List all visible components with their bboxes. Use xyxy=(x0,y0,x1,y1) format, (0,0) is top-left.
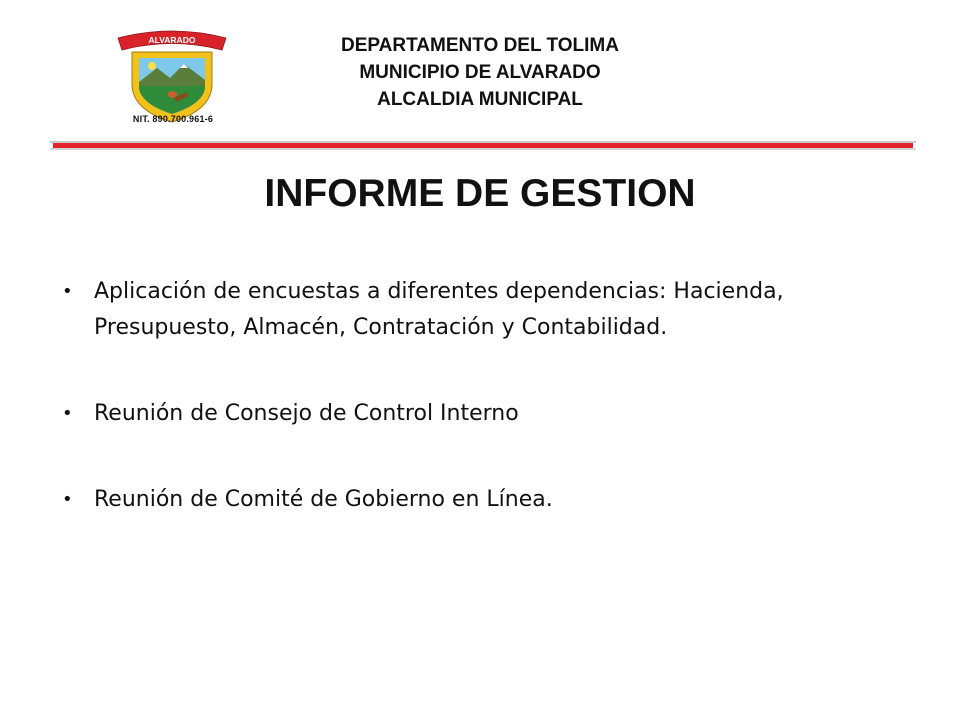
slide-title: INFORME DE GESTION xyxy=(264,172,696,215)
logo-banner-text: ALVARADO xyxy=(148,35,196,45)
bullet-dot-icon: • xyxy=(62,403,73,424)
bullet-text: Reunión de Consejo de Control Interno xyxy=(94,401,519,426)
header-line-mayoralty: ALCALDIA MUNICIPAL xyxy=(377,89,583,110)
bullet-list xyxy=(62,274,922,518)
list-item xyxy=(62,396,922,432)
header-divider xyxy=(50,141,916,151)
bullet-text: Reunión de Comité de Gobierno en Línea. xyxy=(94,487,553,512)
header-line-department: DEPARTAMENTO DEL TOLIMA xyxy=(341,35,619,56)
list-item xyxy=(62,482,922,518)
bullet-dot-icon: • xyxy=(62,489,73,510)
list-item xyxy=(62,274,922,346)
header-line-municipality: MUNICIPIO DE ALVARADO xyxy=(359,62,601,83)
nit-number: NIT. 890.700.961-6 xyxy=(132,114,214,124)
bullet-text: Aplicación de encuestas a diferentes dependencias: Hacienda, Presupuesto, Almacén, Contratación y Contabilidad. xyxy=(94,279,784,340)
institution-header xyxy=(240,32,720,113)
bullet-dot-icon: • xyxy=(62,281,73,302)
